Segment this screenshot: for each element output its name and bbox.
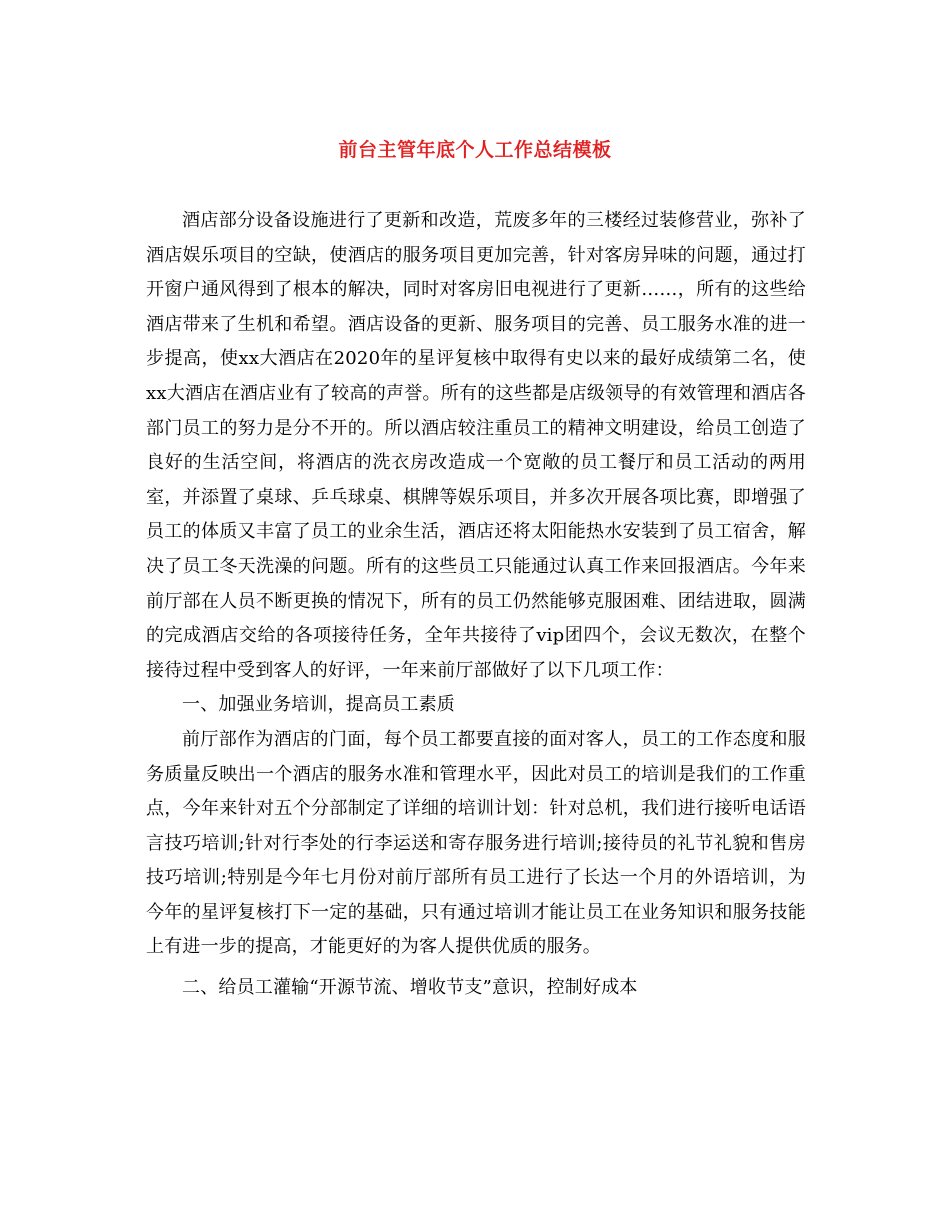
section-heading-1: 一、加强业务培训，提高员工素质 — [182, 694, 455, 716]
document-title: 前台主管年底个人工作总结模板 — [338, 139, 612, 161]
section-heading-2: 二、给员工灌输“开源节流、增收节支”意识，控制好成本 — [182, 977, 638, 999]
paragraph-intro: 酒店部分设备设施进行了更新和改造，荒废多年的三楼经过装修营业，弥补了酒店娱乐项目的空缺，使酒店的服务项目更加完善，针对客房异味的问题，通过打开窗户通风得到了根本的解决，同时对客房旧电视进行了更新……，所有的这些给酒店带来了生机和希望。酒店设备的更新、服务项目的完善、员工服务水准的进一步提高，使xx大酒店在2020年的星评复核中取得有史以来的最好成绩第二名，使xx大酒店在酒店业有了较高的声誉。所有的这些都是店级领导的有效管理和酒店各部门员工的努力是分不开的。所以酒店较注重员工的精神文明建设，给员工创造了良好的生活空间，将酒店的洗衣房改造成一个宽敞的员工餐厅和员工活动的两用室，并添置了桌球、乒乓球桌、棋牌等娱乐项目，并多次开展各项比赛，即增强了员工的体质又丰富了员工的业余生活，酒店还将太阳能热水安装到了员工宿舍，解决了员工冬天洗澡的问题。所有的这些员工只能通过认真工作来回报酒店。今年来前厅部在人员不断更换的情况下，所有的员工仍然能够克服困难、团结进取，圆满的完成酒店交给的各项接待任务，全年共接待了vip团四个，会议无数次，在整个接待过程中受到客人的好评，一年来前厅部做好了以下几项工作： — [146, 210, 806, 681]
document-body — [146, 204, 806, 1006]
paragraph-training: 前厅部作为酒店的门面，每个员工都要直接的面对客人，员工的工作态度和服务质量反映出一个酒店的服务水准和管理水平，因此对员工的培训是我们的工作重点，今年来针对五个分部制定了详细的培训计划：针对总机，我们进行接听电话语言技巧培训;针对行李处的行李运送和寄存服务进行培训;接待员的礼节礼貌和售房技巧培训;特别是今年七月份对前厅部所有员工进行了长达一个月的外语培训，为今年的星评复核打下一定的基础，只有通过培训才能让员工在业务知识和服务技能上有进一步的提高，才能更好的为客人提供优质的服务。 — [146, 728, 806, 958]
